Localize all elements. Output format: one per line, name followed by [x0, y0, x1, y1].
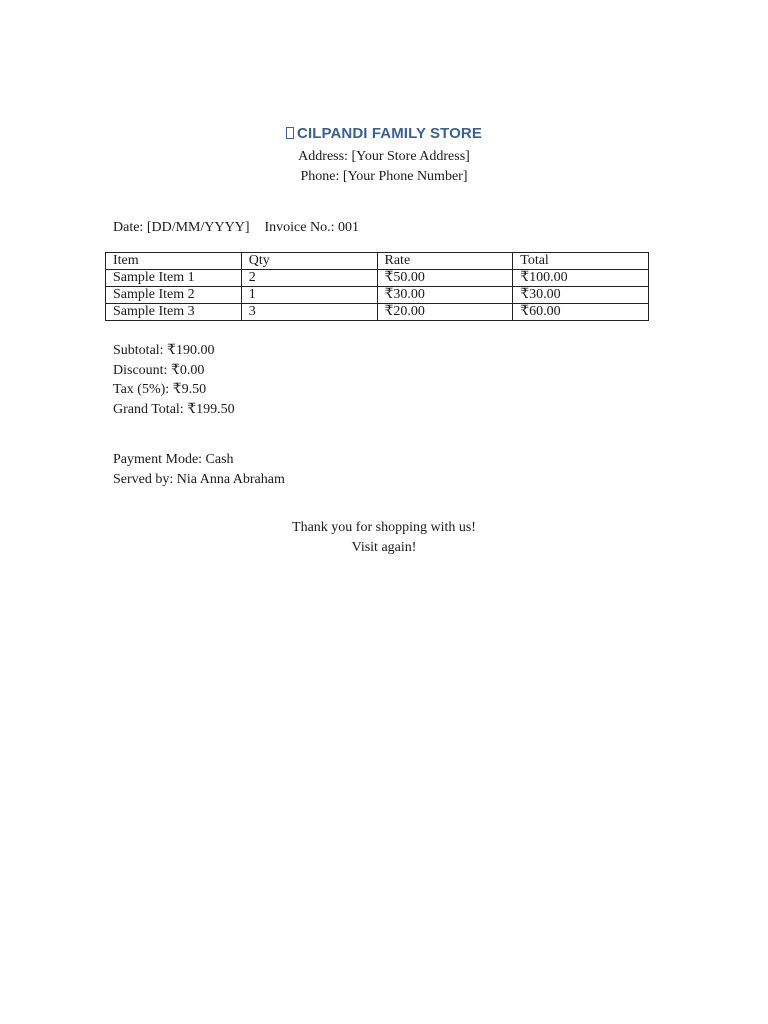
visit-again-message: Visit again!	[351, 540, 417, 555]
cell-qty: 2	[241, 270, 377, 287]
store-address: Address: [Your Store Address]	[298, 149, 470, 164]
invoice-meta	[113, 220, 359, 236]
cell-item: Sample Item 3	[106, 304, 242, 321]
cell-rate: ₹20.00	[377, 304, 513, 321]
header-item: Item	[106, 253, 242, 270]
subtotal: Subtotal: ₹190.00	[113, 343, 215, 358]
store-icon	[286, 127, 294, 139]
discount: Discount: ₹0.00	[113, 362, 205, 378]
header-rate: Rate	[377, 253, 513, 270]
header-total: Total	[513, 253, 649, 270]
header-qty: Qty	[241, 253, 377, 270]
cell-item: Sample Item 1	[106, 270, 242, 287]
grand-total: Grand Total: ₹199.50	[113, 401, 235, 417]
cell-rate: ₹50.00	[377, 270, 513, 287]
cell-qty: 3	[241, 304, 377, 321]
served-by: Served by: Nia Anna Abraham	[113, 471, 285, 487]
table-row	[106, 287, 649, 304]
thank-you-message: Thank you for shopping with us!	[292, 520, 476, 535]
tax: Tax (5%): ₹9.50	[113, 382, 207, 397]
table-header-row	[106, 253, 649, 270]
table-row	[106, 270, 649, 287]
table-row	[106, 304, 649, 321]
store-title	[0, 125, 768, 142]
payment-mode: Payment Mode: Cash	[113, 452, 234, 467]
payment-section	[113, 450, 285, 489]
cell-total: ₹30.00	[513, 287, 649, 304]
invoice-date: Date: [DD/MM/YYYY]	[113, 220, 250, 235]
cell-rate: ₹30.00	[377, 287, 513, 304]
cell-total: ₹60.00	[513, 304, 649, 321]
invoice-number: Invoice No.: 001	[264, 220, 359, 235]
totals-section	[113, 341, 235, 419]
cell-total: ₹100.00	[513, 270, 649, 287]
cell-qty: 1	[241, 287, 377, 304]
cell-item: Sample Item 2	[106, 287, 242, 304]
store-name: CILPANDI FAMILY STORE	[297, 125, 482, 142]
store-phone: Phone: [Your Phone Number]	[300, 169, 468, 184]
items-table	[105, 252, 649, 321]
